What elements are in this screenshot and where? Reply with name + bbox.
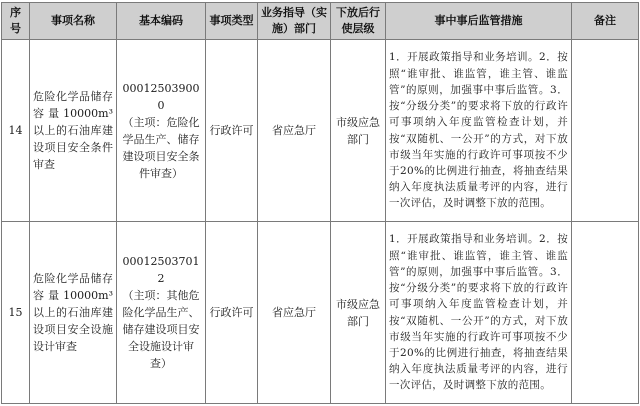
- header-name: 事项名称: [30, 3, 117, 40]
- row-level: 市级应急部门: [331, 40, 386, 222]
- header-no: 序号: [2, 3, 30, 40]
- row-type: 行政许可: [206, 40, 258, 222]
- row-code: 000125037012: [122, 255, 200, 285]
- row-code-note: （主项：其他危险化学品生产、储存建设项目安全设施设计审查）: [122, 289, 200, 370]
- header-level: 下放后行使层级: [331, 3, 386, 40]
- row-dept: 省应急厅: [258, 222, 331, 404]
- table-row: [2, 222, 639, 404]
- header-type: 事项类型: [206, 3, 258, 40]
- table-row: [2, 40, 639, 222]
- header-remark: 备注: [572, 3, 639, 40]
- row-no: 15: [2, 222, 30, 404]
- row-remark: [572, 40, 639, 222]
- row-code-cell: [117, 222, 206, 404]
- row-level: 市级应急部门: [331, 222, 386, 404]
- row-measures: 1．开展政策指导和业务培训。2．按照“谁审批、谁监管，谁主管、谁监管”的原则，加强事中事后监管。3．按“分级分类”的要求将下放的行政许可事项纳入年度监管检查计划，并按“双随机、一公开”的方式，对下放市级当年实施的行政许可事项按不少于20%的比例进行抽查，将抽查结果纳入年度执法质量考评的内容，进行一次评估，及时调整下放的范围。: [386, 40, 572, 222]
- row-type: 行政许可: [206, 222, 258, 404]
- row-code-note: （主项：危险化学品生产、储存建设项目安全条件审查）: [122, 115, 200, 180]
- row-dept: 省应急厅: [258, 40, 331, 222]
- row-remark: [572, 222, 639, 404]
- row-no: 14: [2, 40, 30, 222]
- row-code-cell: [117, 40, 206, 222]
- header-code: 基本编码: [117, 3, 206, 40]
- header-row: [2, 3, 639, 40]
- header-dept: 业务指导（实施）部门: [258, 3, 331, 40]
- row-measures: 1．开展政策指导和业务培训。2．按照“谁审批、谁监管，谁主管、谁监管”的原则，加强事中事后监管。3．按“分级分类”的要求将下放的行政许可事项纳入年度监管检查计划，并按“双随机、一公开”的方式，对下放市级当年实施的行政许可事项按不少于20%的比例进行抽查，将抽查结果纳入年度执法质量考评的内容，进行一次评估，及时调整下放的范围。: [386, 222, 572, 404]
- row-item-name: 危险化学品储存容量10000m³以上的石油库建设项目安全条件审查: [30, 40, 117, 222]
- header-measures: 事中事后监管措施: [386, 3, 572, 40]
- row-code: 000125039000: [122, 81, 200, 112]
- policy-table: [1, 2, 639, 404]
- row-item-name: 危险化学品储存容量10000m³以上的石油库建设项目安全设施设计审查: [30, 222, 117, 404]
